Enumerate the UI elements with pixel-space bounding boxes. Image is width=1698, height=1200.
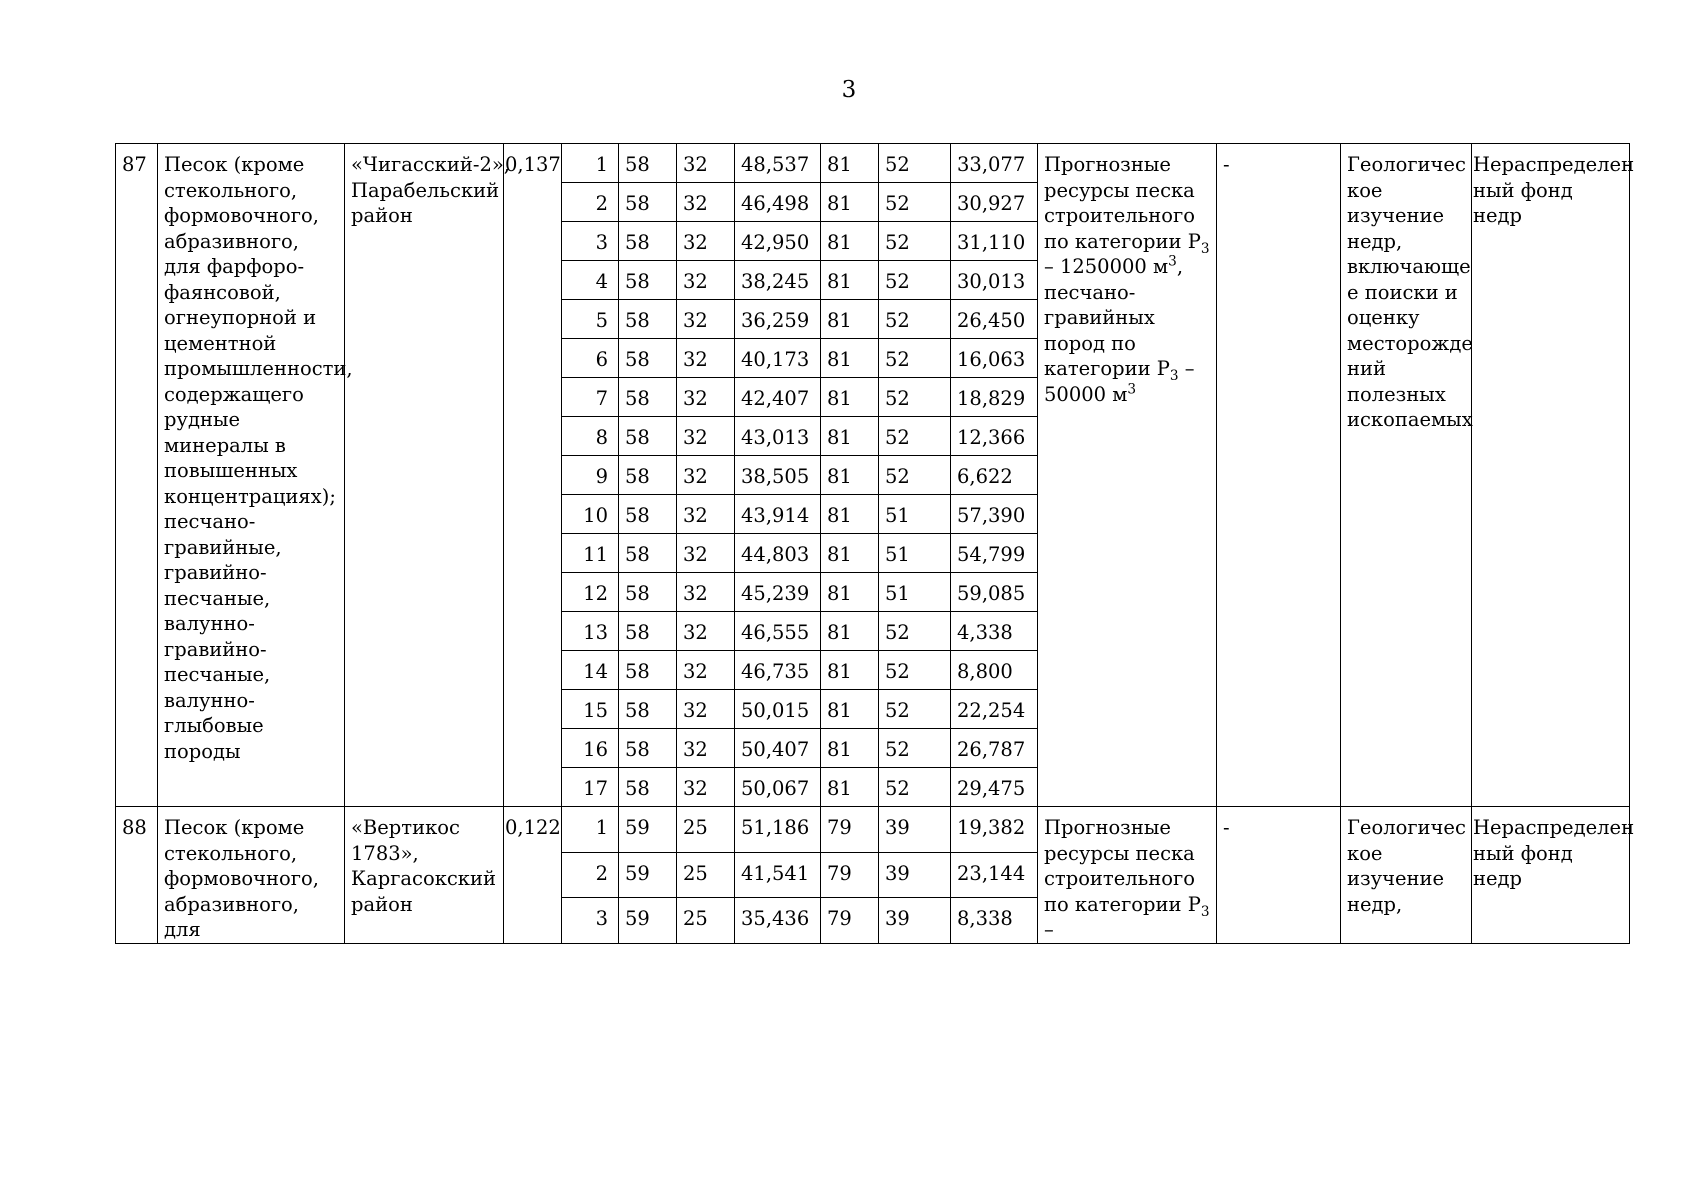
latitude-seconds: 42,407 <box>735 378 821 417</box>
latitude-seconds: 45,239 <box>735 573 821 612</box>
latitude-degrees: 58 <box>619 729 677 768</box>
longitude-degrees: 79 <box>821 852 879 898</box>
latitude-degrees: 58 <box>619 144 677 183</box>
latitude-minutes: 32 <box>677 339 735 378</box>
latitude-minutes: 32 <box>677 261 735 300</box>
latitude-seconds: 50,015 <box>735 690 821 729</box>
point-number: 4 <box>562 261 619 300</box>
latitude-minutes: 25 <box>677 898 735 944</box>
point-number: 1 <box>562 144 619 183</box>
latitude-minutes: 32 <box>677 144 735 183</box>
resources-text-part: – <box>1044 918 1054 941</box>
area-value: 0,137 <box>505 153 561 176</box>
longitude-seconds: 26,450 <box>951 300 1038 339</box>
latitude-minutes: 32 <box>677 690 735 729</box>
point-number: 11 <box>562 534 619 573</box>
longitude-seconds: 18,829 <box>951 378 1038 417</box>
longitude-seconds: 31,110 <box>951 222 1038 261</box>
longitude-seconds: 23,144 <box>951 852 1038 898</box>
point-number: 6 <box>562 339 619 378</box>
latitude-degrees: 58 <box>619 183 677 222</box>
longitude-seconds: 6,622 <box>951 456 1038 495</box>
longitude-degrees: 81 <box>821 183 879 222</box>
latitude-degrees: 58 <box>619 378 677 417</box>
longitude-degrees: 81 <box>821 729 879 768</box>
longitude-degrees: 81 <box>821 378 879 417</box>
longitude-minutes: 52 <box>879 339 951 378</box>
latitude-seconds: 38,245 <box>735 261 821 300</box>
longitude-seconds: 12,366 <box>951 417 1038 456</box>
longitude-degrees: 81 <box>821 144 879 183</box>
fund-cell: Нераспределен ный фонд недр <box>1472 807 1630 944</box>
latitude-seconds: 43,914 <box>735 495 821 534</box>
area-cell <box>504 144 562 807</box>
resources-text-part: 3 <box>1200 240 1210 257</box>
point-number: 5 <box>562 300 619 339</box>
longitude-degrees: 81 <box>821 456 879 495</box>
latitude-minutes: 32 <box>677 300 735 339</box>
longitude-degrees: 79 <box>821 898 879 944</box>
longitude-seconds: 26,787 <box>951 729 1038 768</box>
point-number: 13 <box>562 612 619 651</box>
longitude-seconds: 33,077 <box>951 144 1038 183</box>
longitude-minutes: 52 <box>879 768 951 807</box>
latitude-seconds: 48,537 <box>735 144 821 183</box>
area-value: 0,122 <box>505 816 561 839</box>
latitude-seconds: 38,505 <box>735 456 821 495</box>
latitude-degrees: 58 <box>619 651 677 690</box>
mineral-cell: Песок (кроме стекольного, формовочного, абразивного, для <box>158 807 345 944</box>
longitude-minutes: 39 <box>879 898 951 944</box>
longitude-degrees: 81 <box>821 768 879 807</box>
resources-cell <box>1038 144 1217 807</box>
latitude-minutes: 32 <box>677 222 735 261</box>
longitude-seconds: 8,338 <box>951 898 1038 944</box>
longitude-minutes: 39 <box>879 852 951 898</box>
site-cell: «Чигасский-2», Парабельский район <box>345 144 504 807</box>
longitude-minutes: 39 <box>879 807 951 853</box>
latitude-minutes: 25 <box>677 807 735 853</box>
latitude-degrees: 58 <box>619 573 677 612</box>
longitude-degrees: 81 <box>821 534 879 573</box>
longitude-seconds: 16,063 <box>951 339 1038 378</box>
longitude-degrees: 79 <box>821 807 879 853</box>
resources-text-part: – 50000 м <box>1044 357 1195 406</box>
resources-text-part: Прогнозные ресурсы песка строительного по категории Р <box>1044 153 1201 253</box>
point-number: 17 <box>562 768 619 807</box>
longitude-minutes: 52 <box>879 612 951 651</box>
page-number: 3 <box>841 77 857 103</box>
latitude-degrees: 58 <box>619 417 677 456</box>
longitude-seconds: 4,338 <box>951 612 1038 651</box>
latitude-seconds: 35,436 <box>735 898 821 944</box>
longitude-degrees: 81 <box>821 417 879 456</box>
resources-text-part: 3 <box>1169 367 1179 384</box>
latitude-minutes: 32 <box>677 378 735 417</box>
latitude-minutes: 25 <box>677 852 735 898</box>
point-number: 9 <box>562 456 619 495</box>
point-number: 7 <box>562 378 619 417</box>
latitude-degrees: 58 <box>619 768 677 807</box>
latitude-degrees: 59 <box>619 852 677 898</box>
longitude-degrees: 81 <box>821 495 879 534</box>
resources-cell <box>1038 807 1217 944</box>
usage-cell: Геологичес кое изучение недр, включающе е поиски и оценку месторожде ний полезных ископаемых <box>1341 144 1472 807</box>
longitude-minutes: 52 <box>879 651 951 690</box>
longitude-seconds: 8,800 <box>951 651 1038 690</box>
latitude-minutes: 32 <box>677 456 735 495</box>
longitude-degrees: 81 <box>821 222 879 261</box>
longitude-seconds: 19,382 <box>951 807 1038 853</box>
point-number: 2 <box>562 852 619 898</box>
entry-number: 88 <box>116 807 158 944</box>
longitude-minutes: 52 <box>879 378 951 417</box>
longitude-minutes: 52 <box>879 222 951 261</box>
point-number: 2 <box>562 183 619 222</box>
resources-text-part: 3 <box>1200 903 1210 920</box>
point-number: 1 <box>562 807 619 853</box>
latitude-seconds: 42,950 <box>735 222 821 261</box>
latitude-seconds: 40,173 <box>735 339 821 378</box>
longitude-degrees: 81 <box>821 612 879 651</box>
subsoil-table <box>115 143 1635 944</box>
point-number: 15 <box>562 690 619 729</box>
site-cell: «Вертикос 1783», Каргасокский район <box>345 807 504 944</box>
point-number: 3 <box>562 898 619 944</box>
longitude-seconds: 30,013 <box>951 261 1038 300</box>
latitude-minutes: 32 <box>677 417 735 456</box>
longitude-minutes: 51 <box>879 495 951 534</box>
longitude-degrees: 81 <box>821 690 879 729</box>
usage-cell: Геологичес кое изучение недр, <box>1341 807 1472 944</box>
point-number: 16 <box>562 729 619 768</box>
resources-text-part: – 1250000 м <box>1044 255 1169 278</box>
latitude-seconds: 41,541 <box>735 852 821 898</box>
table-row <box>116 144 1630 183</box>
longitude-minutes: 52 <box>879 261 951 300</box>
latitude-degrees: 58 <box>619 495 677 534</box>
latitude-degrees: 58 <box>619 300 677 339</box>
longitude-degrees: 81 <box>821 339 879 378</box>
longitude-minutes: 52 <box>879 300 951 339</box>
latitude-degrees: 58 <box>619 339 677 378</box>
resources-text-part: Прогнозные ресурсы песка строительного по категории Р <box>1044 816 1201 916</box>
latitude-minutes: 32 <box>677 651 735 690</box>
latitude-seconds: 46,498 <box>735 183 821 222</box>
latitude-minutes: 32 <box>677 573 735 612</box>
extra-cell: - <box>1217 144 1341 807</box>
point-number: 8 <box>562 417 619 456</box>
longitude-degrees: 81 <box>821 261 879 300</box>
latitude-seconds: 44,803 <box>735 534 821 573</box>
latitude-minutes: 32 <box>677 495 735 534</box>
area-cell <box>504 807 562 944</box>
fund-cell: Нераспределен ный фонд недр <box>1472 144 1630 807</box>
resources-text-part: 3 <box>1168 253 1177 270</box>
longitude-minutes: 52 <box>879 144 951 183</box>
latitude-minutes: 32 <box>677 534 735 573</box>
latitude-seconds: 43,013 <box>735 417 821 456</box>
resources-text-part: 3 <box>1127 381 1137 397</box>
latitude-degrees: 58 <box>619 690 677 729</box>
latitude-minutes: 32 <box>677 729 735 768</box>
latitude-degrees: 58 <box>619 534 677 573</box>
longitude-seconds: 57,390 <box>951 495 1038 534</box>
latitude-seconds: 46,555 <box>735 612 821 651</box>
longitude-minutes: 52 <box>879 690 951 729</box>
latitude-minutes: 32 <box>677 768 735 807</box>
latitude-degrees: 59 <box>619 898 677 944</box>
latitude-minutes: 32 <box>677 183 735 222</box>
point-number: 14 <box>562 651 619 690</box>
longitude-minutes: 51 <box>879 573 951 612</box>
latitude-seconds: 50,067 <box>735 768 821 807</box>
latitude-degrees: 59 <box>619 807 677 853</box>
latitude-seconds: 36,259 <box>735 300 821 339</box>
longitude-seconds: 59,085 <box>951 573 1038 612</box>
entry-number: 87 <box>116 144 158 807</box>
latitude-minutes: 32 <box>677 612 735 651</box>
latitude-degrees: 58 <box>619 612 677 651</box>
extra-cell: - <box>1217 807 1341 944</box>
table-row <box>116 807 1630 853</box>
point-number: 3 <box>562 222 619 261</box>
latitude-seconds: 46,735 <box>735 651 821 690</box>
mineral-cell: Песок (кроме стекольного, формовочного, абразивного, для фарфоро-фаянсовой, огнеупорной и цементной промышленности, содержащего рудные минералы в повышенных концентрациях); песчано-гравийные, гравийно-песчаные, валунно-гравийно-песчаные, валунно-глыбовые породы <box>158 144 345 807</box>
longitude-degrees: 81 <box>821 651 879 690</box>
resources-text-part: , песчано-гравийных пород по категории Р <box>1044 255 1184 380</box>
longitude-minutes: 52 <box>879 183 951 222</box>
longitude-seconds: 30,927 <box>951 183 1038 222</box>
latitude-degrees: 58 <box>619 261 677 300</box>
longitude-minutes: 52 <box>879 456 951 495</box>
point-number: 12 <box>562 573 619 612</box>
longitude-seconds: 29,475 <box>951 768 1038 807</box>
latitude-degrees: 58 <box>619 222 677 261</box>
longitude-seconds: 54,799 <box>951 534 1038 573</box>
longitude-minutes: 52 <box>879 729 951 768</box>
longitude-degrees: 81 <box>821 300 879 339</box>
longitude-minutes: 52 <box>879 417 951 456</box>
latitude-degrees: 58 <box>619 456 677 495</box>
longitude-degrees: 81 <box>821 573 879 612</box>
latitude-seconds: 50,407 <box>735 729 821 768</box>
latitude-seconds: 51,186 <box>735 807 821 853</box>
longitude-seconds: 22,254 <box>951 690 1038 729</box>
longitude-minutes: 51 <box>879 534 951 573</box>
point-number: 10 <box>562 495 619 534</box>
